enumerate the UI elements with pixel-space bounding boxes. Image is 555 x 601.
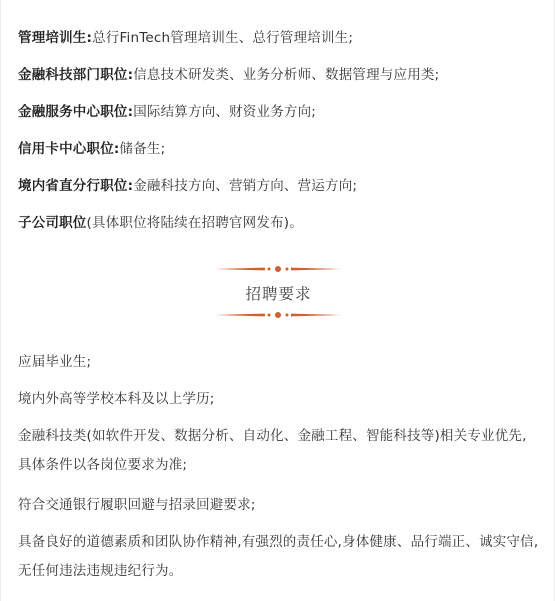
- position-item-subsidiary: [18, 214, 544, 232]
- position-value: (具体职位将陆续在招聘官网发布)。: [86, 215, 303, 231]
- position-value: 国际结算方向、财资业务方向;: [133, 104, 317, 120]
- requirement-item: 具备良好的道德素质和团队协作精神,有强烈的责任心,身体健康、品行端正、诚实守信,无任何违法违规违纪行为。: [18, 534, 539, 579]
- position-label: 子公司职位: [18, 215, 87, 231]
- requirement-item: 金融科技类(如软件开发、数据分析、自动化、金融工程、智能科技等)相关专业优先,具体条件以各岗位要求为准;: [18, 428, 527, 473]
- position-label: 境内省直分行职位:: [18, 178, 134, 194]
- position-item-financial-service-center: [18, 103, 544, 121]
- requirement-item: 符合交通银行履职回避与招录回避要求;: [18, 497, 256, 513]
- position-item-management-trainee: [18, 29, 544, 47]
- position-item-credit-card-center: [18, 140, 544, 158]
- position-value: 储备生;: [119, 141, 166, 157]
- bottom-divider-ornament: [215, 310, 341, 320]
- position-label: 管理培训生:: [18, 30, 93, 46]
- position-label: 信用卡中心职位:: [18, 141, 120, 157]
- section-title: 招聘要求: [245, 285, 312, 303]
- position-item-fintech: [18, 66, 544, 84]
- requirement-item: 境内外高等学校本科及以上学历;: [18, 391, 215, 407]
- position-item-provincial-branch: [18, 177, 544, 195]
- position-label: 金融服务中心职位:: [18, 104, 134, 120]
- position-value: 总行FinTech管理培训生、总行管理培训生;: [92, 30, 354, 46]
- position-value: 金融科技方向、营销方向、营运方向;: [133, 178, 358, 194]
- requirement-item: 应届毕业生;: [18, 354, 92, 370]
- top-divider-ornament: [215, 264, 341, 274]
- position-value: 信息技术研发类、业务分析师、数据管理与应用类;: [133, 67, 440, 83]
- position-label: 金融科技部门职位:: [18, 67, 134, 83]
